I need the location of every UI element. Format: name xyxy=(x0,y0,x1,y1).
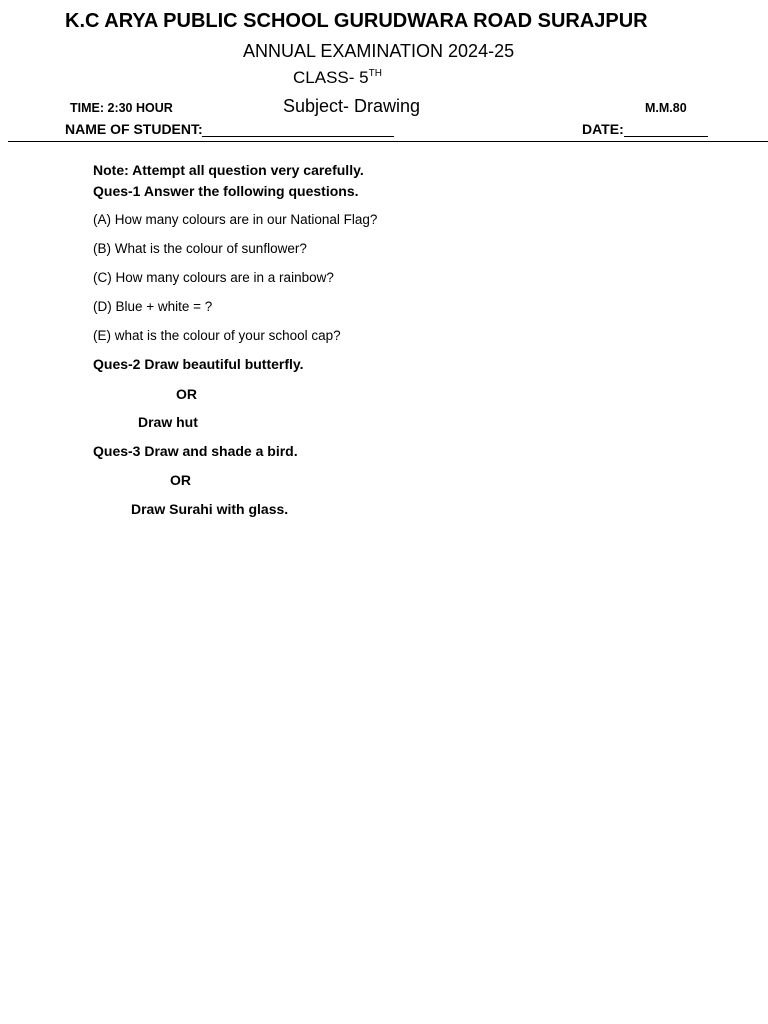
class-superscript: TH xyxy=(368,68,382,79)
class-text: CLASS- 5 xyxy=(293,68,369,87)
school-name: K.C ARYA PUBLIC SCHOOL GURUDWARA ROAD SURAJPUR xyxy=(65,10,648,32)
note: Note: Attempt all question very carefully. xyxy=(93,162,364,178)
question-1-item: (D) Blue + white = ? xyxy=(93,299,213,314)
header-divider xyxy=(8,141,768,142)
subject-label: Subject- Drawing xyxy=(283,96,421,116)
question-3-title: Ques-3 Draw and shade a bird. xyxy=(93,443,298,459)
question-1-item: (E) what is the colour of your school cap? xyxy=(93,328,341,343)
question-2-alt: Draw hut xyxy=(138,414,198,430)
question-1-item: (B) What is the colour of sunflower? xyxy=(93,241,307,256)
question-1-title: Ques-1 Answer the following questions. xyxy=(93,183,359,199)
question-2-title: Ques-2 Draw beautiful butterfly. xyxy=(93,356,304,372)
class-label xyxy=(293,68,382,88)
date-label: DATE: xyxy=(582,121,624,137)
question-3-or: OR xyxy=(170,472,191,488)
student-name-blank xyxy=(202,136,394,137)
time-label: TIME: 2:30 HOUR xyxy=(70,101,173,115)
exam-title: ANNUAL EXAMINATION 2024-25 xyxy=(243,41,515,61)
student-name-label: NAME OF STUDENT: xyxy=(65,121,203,137)
question-1-item: (C) How many colours are in a rainbow? xyxy=(93,270,334,285)
question-2-or: OR xyxy=(176,386,197,402)
max-marks: M.M.80 xyxy=(645,101,687,115)
question-1-item: (A) How many colours are in our National Flag? xyxy=(93,212,378,227)
date-blank xyxy=(624,136,708,137)
question-3-alt: Draw Surahi with glass. xyxy=(131,501,289,517)
